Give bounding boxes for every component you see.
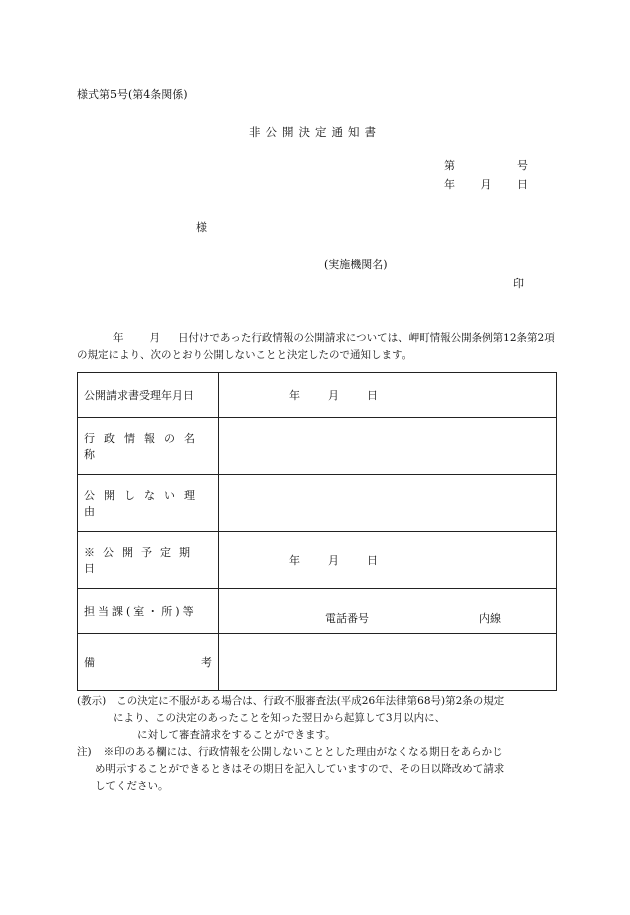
row-label-info-name: 行政情報の名称 [78,418,219,475]
table-row [78,373,557,418]
reason-field[interactable] [219,475,557,532]
phone-label: 電話番号 [325,612,369,625]
issue-date [444,179,528,190]
department-field[interactable] [219,589,557,634]
remarks-field[interactable] [219,634,557,691]
body-month: 月 [149,332,160,344]
body-main: 日付けであった行政情報の公開請求については、岬町情報公開条例第12条第2項の規定により、次のとおり公開しないことと決定したので通知します。 [77,332,555,361]
row-label-department: 担当課(室・所)等 [78,589,219,634]
row-label-receipt-date: 公開請求書受理年月日 [78,373,219,418]
teaching-line-1: (教示) この決定に不服がある場合は、行政不服審査法(平成26年法律第68号)第2条の規定 [77,695,505,707]
issue-year: 年 [444,178,455,191]
note-line-2: め明示することができるときはその期日を記入していますので、その日以降改めて請求 [95,763,505,775]
teaching-line-3: に対して審査請求をすることができます。 [137,729,336,741]
planned-date-field[interactable]: 年 月 日 [219,532,557,589]
teaching-line-2: により、この決定のあったことを知った翌日から起算して3月以内に、 [113,712,446,724]
number-go: 号 [517,159,528,172]
table-row [78,418,557,475]
issue-month: 月 [480,178,492,191]
extension-label: 内線 [479,612,501,625]
document-number-block [444,160,528,198]
issue-day: 日 [517,178,528,191]
document-title: 非公開決定通知書 [249,125,381,139]
info-table [77,372,557,691]
agency-name-label: (実施機関名) [324,258,388,271]
table-row [78,589,557,634]
note-line-3: してください。 [95,780,169,792]
number-dai: 第 [444,159,455,172]
form-id: 様式第5号(第4条関係) [77,88,188,101]
table-row [78,634,557,691]
document-number [444,160,528,171]
info-name-field[interactable] [219,418,557,475]
notes [77,693,557,795]
table-row [78,532,557,589]
table-row [78,475,557,532]
body-text [77,330,555,364]
row-label-reason: 公開しない理由 [78,475,219,532]
body-year: 年 [113,332,124,344]
seal-mark: 印 [513,277,524,290]
row-label-planned-date: ※公開予定期日 [78,532,219,589]
row-label-remarks: 備 考 [78,634,219,691]
receipt-date-field[interactable]: 年 月 日 [219,373,557,418]
note-line-1: 注) ※印のある欄には、行政情報を公開しないこととした理由がなくなる期日をあらかじ [77,746,503,758]
addressee: 様 [196,221,207,234]
